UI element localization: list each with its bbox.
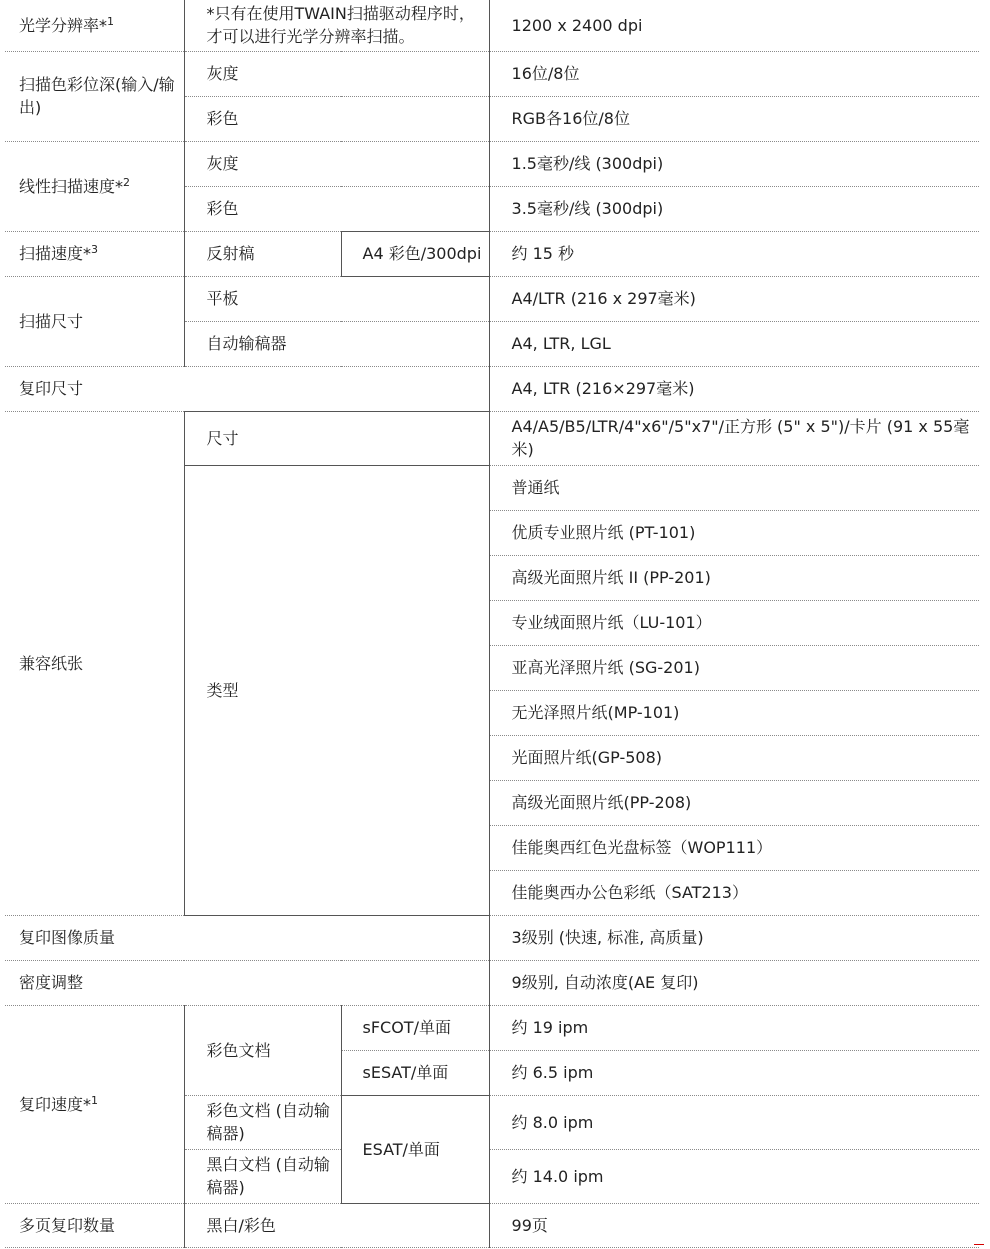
- scan-speed-type: 反射稿: [184, 231, 341, 276]
- copy-size-label: 复印尺寸: [5, 366, 489, 411]
- paper-type-item: 高级光面照片纸 II (PP-201): [489, 555, 979, 600]
- resolution-note: *只有在使用TWAIN扫描驱动程序时，才可以进行光学分辨率扫描。: [184, 0, 489, 51]
- density-value: 9级别, 自动浓度(AE 复印): [489, 960, 979, 1005]
- paper-label: 兼容纸张: [5, 411, 184, 915]
- row-resolution: [5, 0, 979, 51]
- corner-mark: [974, 1244, 984, 1245]
- copy-speed-sfcot-value: 约 19 ipm: [489, 1005, 979, 1050]
- resolution-label: 光学分辨率*$^1$: [5, 0, 184, 51]
- paper-type-label: 类型: [184, 465, 489, 915]
- paper-type-item: 优质专业照片纸 (PT-101): [489, 510, 979, 555]
- scan-size-adf-value: A4, LTR, LGL: [489, 321, 979, 366]
- density-label: 密度调整: [5, 960, 489, 1005]
- line-speed-color: 彩色: [184, 186, 489, 231]
- copy-size-value: A4, LTR (216×297毫米): [489, 366, 979, 411]
- scan-speed-label: 扫描速度*$^3$: [5, 231, 184, 276]
- scan-size-label: 扫描尺寸: [5, 276, 184, 366]
- color-depth-gray: 灰度: [184, 51, 489, 96]
- copy-speed-color-adf: 彩色文档 (自动输稿器): [184, 1095, 341, 1149]
- row-copy-speed-sfcot: [5, 1005, 979, 1050]
- scan-size-adf: 自动输稿器: [184, 321, 489, 366]
- copy-speed-sfcot: sFCOT/单面: [341, 1005, 489, 1050]
- paper-size-value: A4/A5/B5/LTR/4"x6"/5"x7"/正方形 (5" x 5")/卡片 (91 x 55毫米): [489, 411, 979, 465]
- copy-speed-color-adf-value: 约 8.0 ipm: [489, 1095, 979, 1149]
- paper-type-item: 普通纸: [489, 465, 979, 510]
- copy-speed-label: 复印速度*$^1$: [5, 1005, 184, 1203]
- row-scan-size-flatbed: [5, 276, 979, 321]
- paper-type-item: 高级光面照片纸(PP-208): [489, 780, 979, 825]
- scan-size-flatbed-value: A4/LTR (216 x 297毫米): [489, 276, 979, 321]
- row-multi-copy: [5, 1203, 979, 1247]
- row-paper-size: [5, 411, 979, 465]
- copy-speed-mono-adf: 黑白文档 (自动输稿器): [184, 1149, 341, 1203]
- scan-speed-value: 约 15 秒: [489, 231, 979, 276]
- copy-quality-label: 复印图像质量: [5, 915, 489, 960]
- resolution-value: 1200 x 2400 dpi: [489, 0, 979, 51]
- color-depth-color: 彩色: [184, 96, 489, 141]
- copy-quality-value: 3级别 (快速, 标准, 高质量): [489, 915, 979, 960]
- line-speed-gray-value: 1.5毫秒/线 (300dpi): [489, 141, 979, 186]
- line-speed-color-value: 3.5毫秒/线 (300dpi): [489, 186, 979, 231]
- scan-speed-condition: A4 彩色/300dpi: [341, 231, 489, 276]
- paper-size-label: 尺寸: [184, 411, 489, 465]
- copy-speed-sesat-value: 约 6.5 ipm: [489, 1050, 979, 1095]
- paper-type-item: 佳能奥西红色光盘标签（WOP111）: [489, 825, 979, 870]
- row-density: [5, 960, 979, 1005]
- multi-copy-mode: 黑白/彩色: [184, 1203, 489, 1247]
- row-color-depth-gray: [5, 51, 979, 96]
- row-copy-quality: [5, 915, 979, 960]
- color-depth-gray-value: 16位/8位: [489, 51, 979, 96]
- paper-type-item: 亚高光泽照片纸 (SG-201): [489, 645, 979, 690]
- color-depth-label: 扫描色彩位深(输入/输出): [5, 51, 184, 141]
- row-line-speed-gray: [5, 141, 979, 186]
- paper-type-item: 佳能奥西办公色彩纸（SAT213）: [489, 870, 979, 915]
- multi-copy-label: 多页复印数量: [5, 1203, 184, 1247]
- color-depth-color-value: RGB各16位/8位: [489, 96, 979, 141]
- spec-table: [5, 0, 979, 1248]
- paper-type-item: 无光泽照片纸(MP-101): [489, 690, 979, 735]
- copy-speed-sesat: sESAT/单面: [341, 1050, 489, 1095]
- copy-speed-color-doc: 彩色文档: [184, 1005, 341, 1095]
- copy-speed-mono-adf-value: 约 14.0 ipm: [489, 1149, 979, 1203]
- line-speed-label: 线性扫描速度*$^2$: [5, 141, 184, 231]
- row-copy-size: [5, 366, 979, 411]
- copy-speed-esat: ESAT/单面: [341, 1095, 489, 1203]
- row-scan-speed: [5, 231, 979, 276]
- paper-type-item: 光面照片纸(GP-508): [489, 735, 979, 780]
- multi-copy-value: 99页: [489, 1203, 979, 1247]
- line-speed-gray: 灰度: [184, 141, 489, 186]
- scan-size-flatbed: 平板: [184, 276, 489, 321]
- paper-type-item: 专业绒面照片纸（LU-101）: [489, 600, 979, 645]
